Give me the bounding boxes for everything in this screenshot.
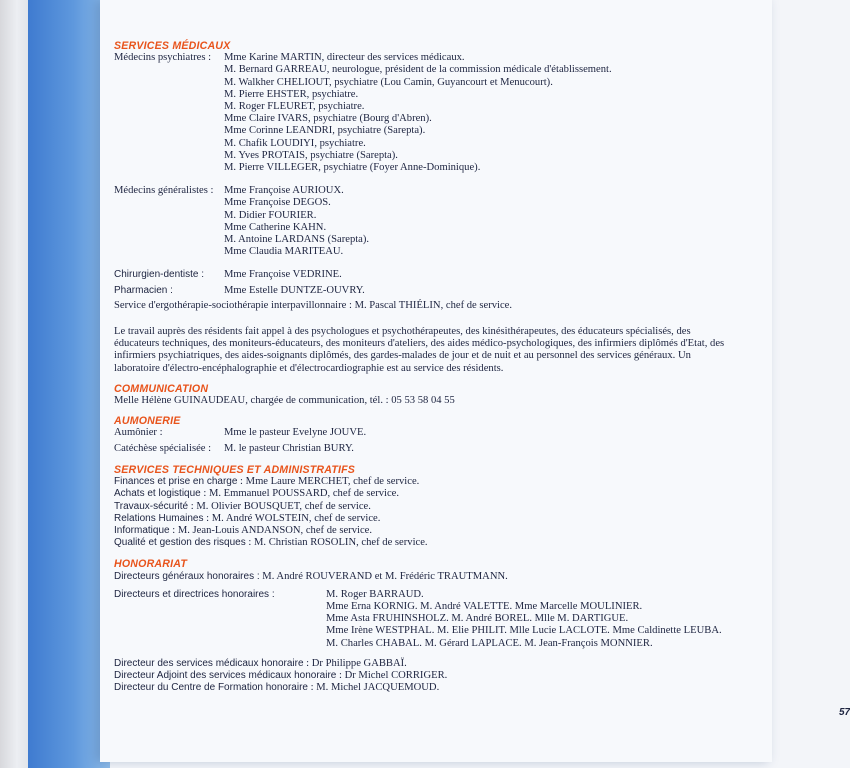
honoraire-row-value: : Dr Philippe GABBAÏ.: [303, 657, 407, 669]
honoraire-row-label: Directeur des services médicaux honoraire: [114, 657, 304, 669]
generalistes-block: [114, 185, 764, 258]
psychiatre-entry: M. Chafik LOUDIYI, psychiatre.: [224, 137, 366, 149]
dentiste-value: Mme Françoise VEDRINE.: [224, 269, 342, 281]
directeur-honoraire-line: Mme Asta FRUHINSHOLZ. M. André BOREL. Mlle M. DARTIGUE.: [326, 613, 629, 625]
service-row-label: Achats et logistique: [114, 488, 201, 500]
dentiste-label: Chirurgien-dentiste :: [114, 269, 205, 281]
blue-margin-band: [28, 0, 110, 768]
generalistes-label: Médecins généralistes :: [114, 185, 214, 197]
generaliste-entry: Mme Françoise AURIOUX.: [224, 185, 344, 197]
directeurs-generaux-line: [114, 571, 764, 583]
generalistes-list: [224, 185, 764, 258]
aumonier-label: Aumônier :: [114, 427, 163, 439]
heading-communication: COMMUNICATION: [114, 382, 209, 395]
service-row-label: Informatique: [114, 524, 170, 536]
honoraire-row-label: Directeur Adjoint des services médicaux honoraire: [114, 669, 337, 681]
heading-aumonerie: AUMONERIE: [114, 415, 181, 428]
service-row-label: Qualité et gestion des risques: [114, 537, 246, 549]
service-row-label: Relations Humaines: [114, 512, 204, 524]
psychiatre-entry: M. Yves PROTAIS, psychiatre (Sarepta).: [224, 149, 398, 161]
honoraire-row-label: Directeur du Centre de Formation honoraire: [114, 682, 308, 694]
service-row: [114, 488, 764, 500]
service-row-value: : Mme Laure MERCHET, chef de service.: [237, 476, 420, 488]
service-row: [114, 513, 764, 525]
pharmacien-label: Pharmacien :: [114, 284, 173, 296]
directeurs-honoraires-list: [326, 589, 764, 650]
generaliste-entry: Mme Catherine KAHN.: [224, 221, 327, 233]
communication-line: Melle Hélène GUINAUDEAU, chargée de communication, tél. : 05 53 58 04 55: [114, 395, 455, 407]
psychiatre-entry: Mme Karine MARTIN, directeur des services médicaux.: [224, 52, 465, 64]
catechese-label: Catéchèse spécialisée :: [114, 442, 212, 454]
directeur-honoraire-line: M. Roger BARRAUD.: [326, 588, 424, 600]
directeurs-honoraires-block: [114, 589, 764, 650]
book-gutter: [0, 0, 28, 768]
catechese-value: M. le pasteur Christian BURY.: [224, 442, 354, 454]
catechese-row: [114, 443, 764, 455]
psychiatre-entry: M. Roger FLEURET, psychiatre.: [224, 101, 365, 113]
honoraire-row-value: : Dr Michel CORRIGER.: [336, 669, 448, 681]
psychiatres-block: [114, 52, 764, 174]
heading-honorariat: HONORARIAT: [114, 558, 188, 571]
generaliste-entry: Mme Claudia MARITEAU.: [224, 246, 344, 258]
psychiatres-list: [224, 52, 764, 174]
honoraires-autres-list: [114, 658, 764, 695]
service-row-value: : M. Jean-Louis ANDANSON, chef de service.: [169, 524, 373, 536]
psychiatre-entry: Mme Corinne LEANDRI, psychiatre (Sarepta).: [224, 125, 426, 137]
pharmacien-value: Mme Estelle DUNTZE-OUVRY.: [224, 284, 365, 296]
heading-services-techniques: SERVICES TECHNIQUES ET ADMINISTRATIFS: [114, 463, 356, 476]
service-row: [114, 476, 764, 488]
honoraire-row: [114, 682, 764, 694]
service-row-value: : M. Emmanuel POUSSARD, chef de service.: [200, 488, 400, 500]
honoraire-row: [114, 670, 764, 682]
document-page: [100, 0, 850, 762]
service-row: [114, 525, 764, 537]
ergotherapie-line: Service d'ergothérapie-sociothérapie interpavillonnaire : M. Pascal THIÉLIN, chef de service.: [114, 299, 513, 311]
service-row-value: : M. André WOLSTEIN, chef de service.: [203, 512, 381, 524]
directeurs-honoraires-label: Directeurs et directrices honoraires :: [114, 588, 275, 600]
generaliste-entry: M. Didier FOURIER.: [224, 209, 317, 221]
honoraire-row: [114, 658, 764, 670]
aumonier-row: [114, 427, 764, 439]
psychiatres-label: Médecins psychiatres :: [114, 52, 212, 64]
directeurs-generaux-label: Directeurs généraux honoraires :: [114, 570, 260, 582]
psychiatre-entry: Mme Claire IVARS, psychiatre (Bourg d'Abren).: [224, 113, 432, 125]
psychiatre-entry: M. Walkher CHELIOUT, psychiatre (Lou Camin, Guyancourt et Menucourt).: [224, 76, 553, 88]
directeur-honoraire-line: Mme Erna KORNIG. M. André VALETTE. Mme Marcelle MOULINIER.: [326, 600, 643, 612]
honoraire-row-value: : M. Michel JACQUEMOUD.: [307, 682, 440, 694]
staff-paragraph: Le travail auprès des résidents fait appel à des psychologues et psychothérapeutes, des kinésithérapeutes, des éducateurs spécialisés, des éducateurs techniques, des moniteurs-éducateurs, des moniteurs d'ateliers, des aides médico-psychologiques, des infirmiers diplômés d'Etat, des infirmiers psychiatriques, des aides-soignants diplômés, des gardes-malades de jour et de nuit et au personnel des services généraux. Un laboratoire d'électro-encéphalographie et d'électrocardiographie est au service des résidents.: [114, 326, 725, 374]
psychiatre-entry: M. Bernard GARREAU, neurologue, président de la commission médicale d'établissement.: [224, 64, 612, 76]
directeurs-generaux-value: M. André ROUVERAND et M. Frédéric TRAUTMANN.: [259, 570, 508, 582]
service-row-label: Travaux-sécurité: [114, 500, 189, 512]
service-row-label: Finances et prise en charge: [114, 476, 238, 488]
service-row-value: : M. Christian ROSOLIN, chef de service.: [245, 537, 428, 549]
generaliste-entry: M. Antoine LARDANS (Sarepta).: [224, 234, 370, 246]
service-row: [114, 537, 764, 549]
service-row-value: : M. Olivier BOUSQUET, chef de service.: [188, 500, 371, 512]
psychiatre-entry: M. Pierre EHSTER, psychiatre.: [224, 88, 359, 100]
page-content: [114, 40, 764, 694]
heading-services-medicaux: SERVICES MÉDICAUX: [114, 40, 231, 52]
dentiste-row: [114, 269, 764, 281]
directeur-honoraire-line: Mme Irène WESTPHAL. M. Elie PHILIT. Mlle Lucie LACLOTE. Mme Caldinette LEUBA.: [326, 625, 722, 637]
aumonier-value: Mme le pasteur Evelyne JOUVE.: [224, 427, 367, 439]
service-row: [114, 501, 764, 513]
psychiatre-entry: M. Pierre VILLEGER, psychiatre (Foyer Anne-Dominique).: [224, 162, 481, 174]
directeur-honoraire-line: M. Charles CHABAL. M. Gérard LAPLACE. M. Jean-François MONNIER.: [326, 637, 653, 649]
pharmacien-row: [114, 285, 764, 297]
page-number: 57: [839, 707, 850, 718]
generaliste-entry: Mme Françoise DEGOS.: [224, 197, 331, 209]
services-techniques-list: [114, 476, 764, 549]
